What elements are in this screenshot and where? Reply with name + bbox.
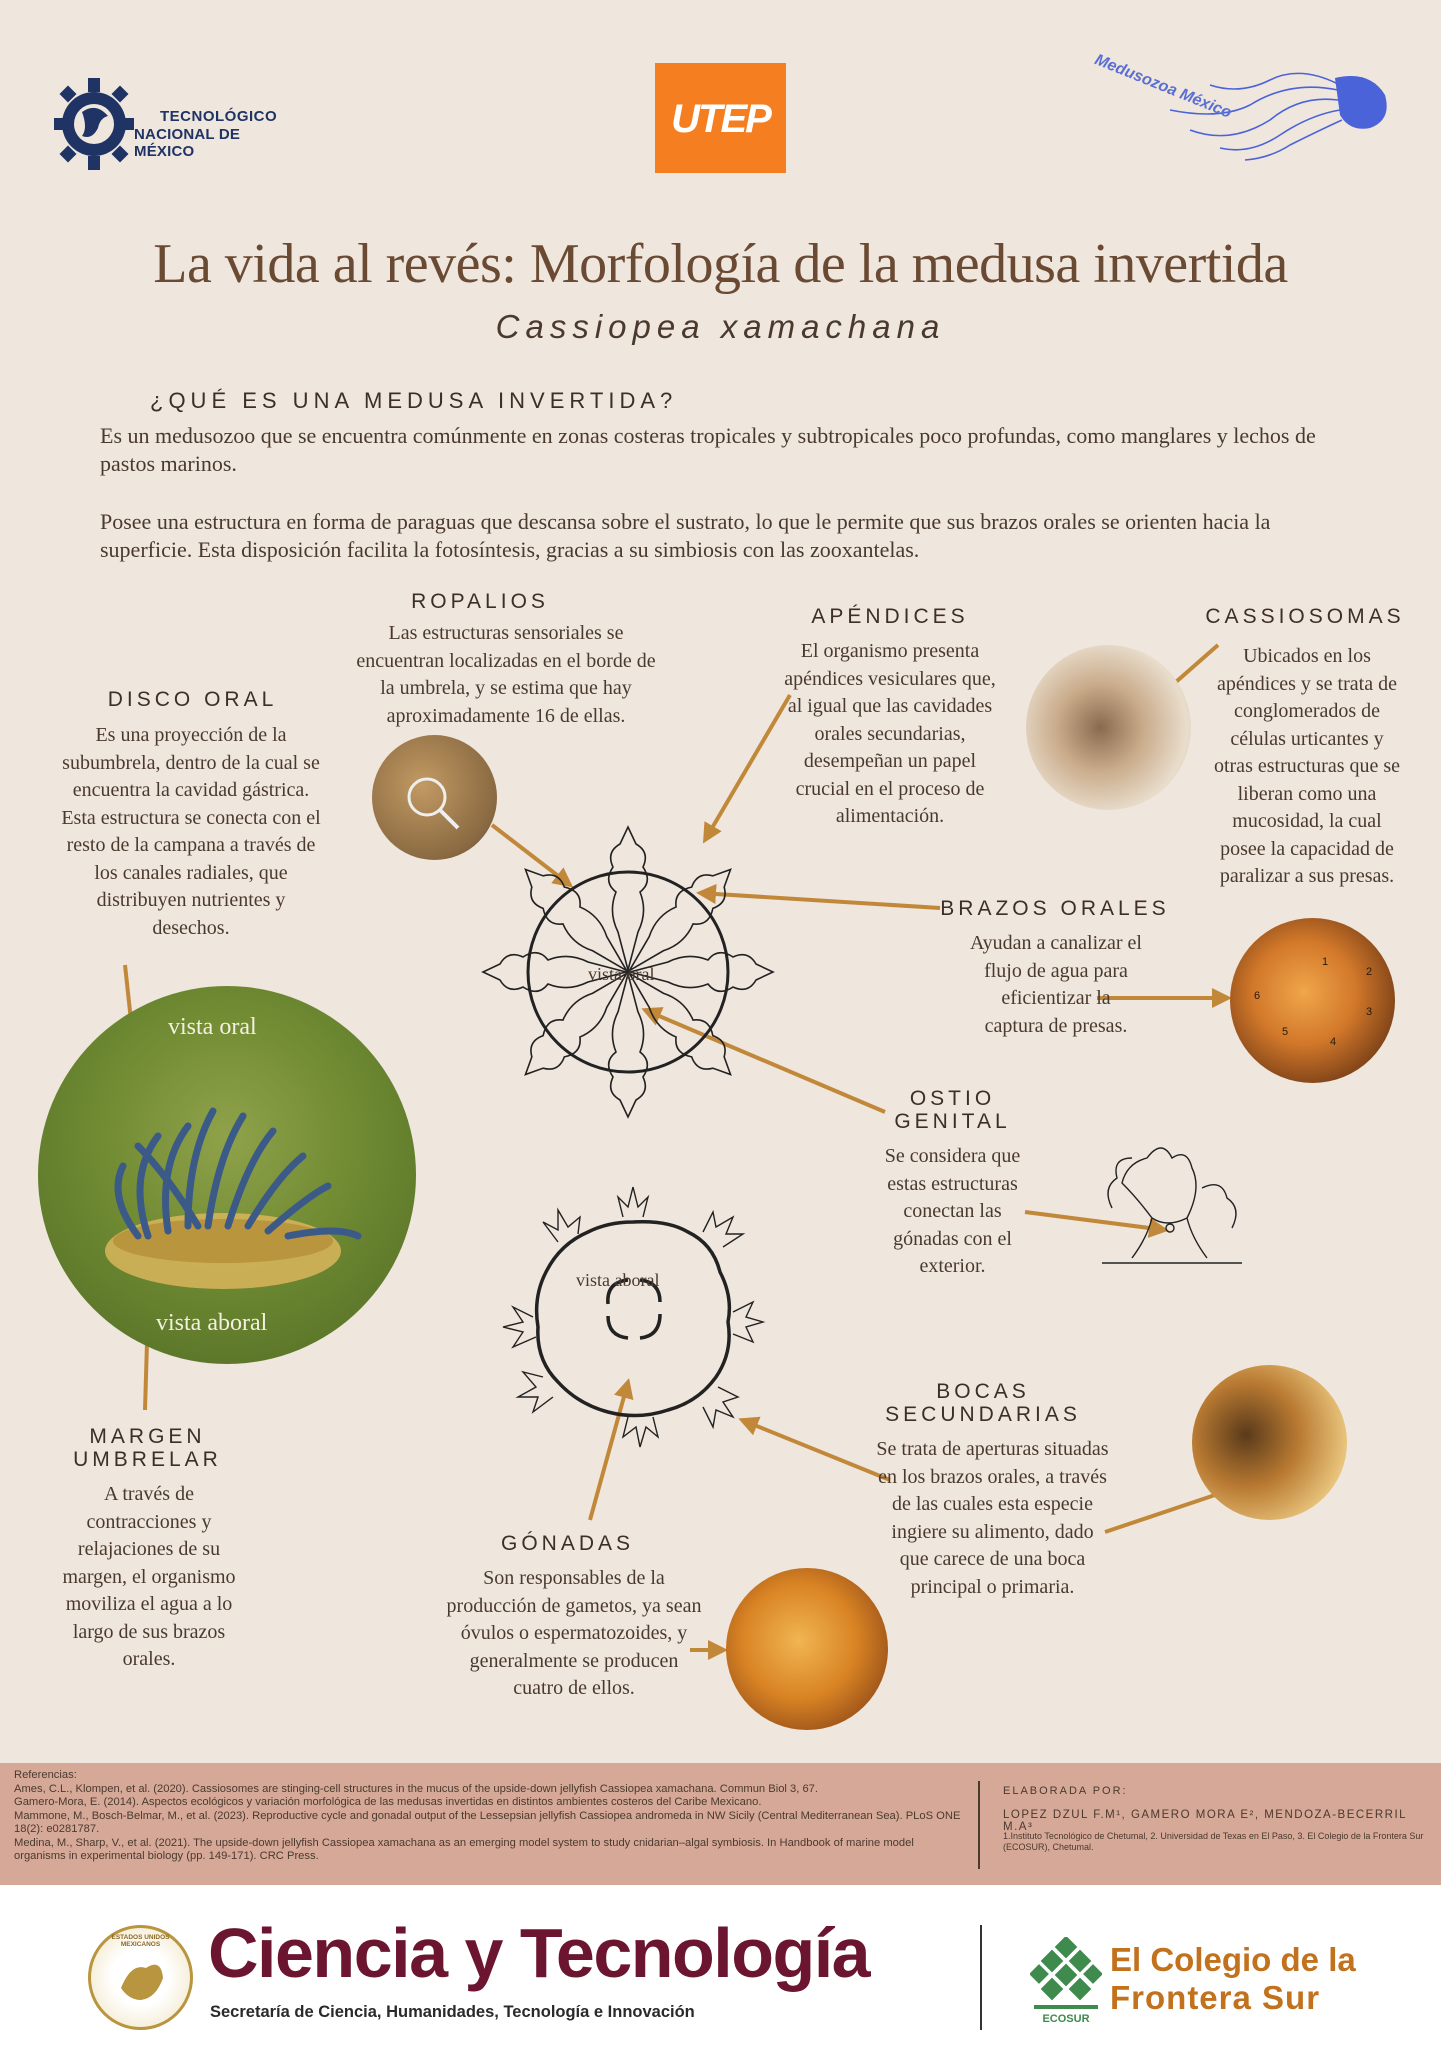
heading-margen-umbrelar-line1: MARGEN [89, 1425, 206, 1448]
gear-eagle-icon [52, 72, 134, 176]
ecosur-name-line1: El Colegio de la [1110, 1941, 1356, 1978]
reference-1: Ames, C.L., Klompen, et al. (2020). Cassiosomes are stinging-cell structures in the mucus of the upside-down jellyfish Cassiopea xamachana. Commun Biol 3, 67. [14, 1782, 819, 1795]
intro-paragraph-2: Posee una estructura en forma de paraguas que descansa sobre el sustrato, lo que le permite que sus brazos orales se orienten hacia la superficie. Esta disposición facilita la fotosíntesis, gracias a su simbiosis con las zooxantelas. [100, 509, 1271, 562]
jellyfish-illustration [38, 986, 416, 1364]
heading-ostio-genital-line1: OSTIO [909, 1087, 996, 1110]
text-ropalios: Las estructuras sensoriales se encuentran localizadas en el borde de la umbrela, y se estima que hay aproximadamente 16 de ellas. [356, 622, 656, 727]
aboral-view-drawing [488, 1172, 778, 1462]
heading-margen-umbrelar-line2: UMBRELAR [73, 1448, 222, 1471]
oral-arm-mark-3: 3 [1366, 1006, 1373, 1018]
label-vista-oral: vista oral [168, 1014, 257, 1040]
reference-4: Medina, M., Sharp, V., et al. (2021). The upside-down jellyfish Cassiopea xamachana as an emerging model system to study cnidarian–algal symbiosis. In Handbook of marine model organisms in experimental biology (pp. 149-171). CRC Press. [14, 1836, 914, 1862]
oral-arm-mark-6: 6 [1254, 990, 1261, 1002]
bocas-secundarias-photo [1192, 1365, 1347, 1520]
utep-logo [655, 63, 786, 173]
heading-apendices: APÉNDICES [811, 605, 969, 628]
references-band [0, 1763, 1441, 1885]
heading-ropalios: ROPALIOS [411, 590, 549, 613]
text-margen-umbrelar: A través de contracciones y relajaciones de su margen, el organismo moviliza el agua a lo largo de sus brazos orales. [62, 1483, 236, 1670]
jellyfish-main-photo [38, 986, 416, 1364]
credits-heading: ELABORADA POR: [1003, 1785, 1128, 1797]
medusozoa-logo [1070, 50, 1400, 170]
footer [0, 1885, 1441, 2048]
ecosur-name-line2: Frontera Sur [1110, 1979, 1321, 2016]
gonadas-photo [726, 1568, 888, 1730]
references-block [14, 1769, 964, 1864]
cassiosoma-photo [1026, 645, 1191, 810]
text-disco-oral: Es una proyección de la subumbrela, dentro de la cual se encuentra la cavidad gástrica. Esta estructura se conecta con el resto de la campana a través de los canales radiales, que distribuyen nutrientes y desechos. [61, 724, 321, 939]
utep-logo-text: UTEP [671, 97, 770, 141]
heading-gonadas: GÓNADAS [500, 1532, 635, 1555]
oral-arm-mark-4: 4 [1330, 1036, 1337, 1048]
heading-cassiosomas: CASSIOSOMAS [1205, 605, 1405, 628]
medusozoa-logo-text: Medusozoa México [1092, 51, 1234, 122]
oral-arm-mark-2: 2 [1366, 966, 1373, 978]
oral-arm-mark-5: 5 [1282, 1026, 1289, 1038]
page-title: La vida al revés: Morfología de la medusa invertida [153, 233, 1288, 295]
tecnm-name-line1: TECNOLÓGICO [160, 108, 278, 125]
ciencia-tecnologia-title: Ciencia y Tecnología [208, 1914, 870, 1992]
ciencia-tecnologia-subtitle: Secretaría de Ciencia, Humanidades, Tecnología e Innovación [210, 2003, 695, 2021]
mexico-seal [88, 1925, 193, 2030]
credits-divider [978, 1781, 980, 1869]
tecnm-logo [52, 72, 292, 182]
ecosur-abbr: ECOSUR [1042, 2013, 1090, 2025]
text-cassiosomas: Ubicados en los apéndices y se trata de conglomerados de células urticantes y otras estructuras que se liberan como una mucosidad, la cual posee la capacidad de paralizar a sus presas. [1213, 645, 1401, 887]
diagram-label-vista-aboral: vista aboral [576, 1270, 660, 1290]
heading-disco-oral: DISCO ORAL [107, 688, 278, 711]
intro-heading: ¿QUÉ ES UNA MEDUSA INVERTIDA? [150, 388, 678, 413]
seal-text: ESTADOS UNIDOS MEXICANOS [111, 1934, 170, 1948]
text-gonadas: Son responsables de la producción de gametos, ya sean óvulos o espermatozoides, y generalmente se producen cuatro de ellos. [446, 1567, 702, 1699]
text-brazos-orales: Ayudan a canalizar el flujo de agua para eficientizar la captura de presas. [970, 932, 1142, 1037]
credits-affiliations: 1.Instituto Tecnológico de Chetumal, 2. Universidad de Texas en El Paso, 3. El Colegio de la Frontera Sur (ECOSUR), Chetumal. [1003, 1831, 1424, 1852]
references-heading: Referencias: [14, 1769, 77, 1781]
oral-arm-mark-1: 1 [1322, 956, 1329, 968]
intro-paragraph-1: Es un medusozoo que se encuentra comúnmente en zonas costeras tropicales y subtropicales poco profundas, como manglares y lechos de pastos marinos. [100, 423, 1316, 476]
diagram-label-vista-oral: vista oral [588, 964, 655, 984]
heading-bocas-secundarias-line1: BOCAS [936, 1380, 1030, 1403]
tecnm-name-line2: NACIONAL DE MÉXICO [134, 126, 241, 160]
heading-ostio-genital-line2: GENITAL [894, 1110, 1011, 1133]
heading-brazos-orales: BRAZOS ORALES [940, 897, 1170, 920]
text-apendices: El organismo presenta apéndices vesiculares que, al igual que las cavidades orales secundarias, desempeñan un papel crucial en el proceso de alimentación. [784, 640, 996, 827]
ostio-genital-drawing [1092, 1128, 1252, 1268]
text-ostio-genital: Se considera que estas estructuras conectan las gónadas con el exterior. [884, 1145, 1021, 1277]
heading-bocas-secundarias-line2: SECUNDARIAS [885, 1403, 1081, 1426]
reference-3: Mammone, M., Bosch-Belmar, M., et al. (2023). Reproductive cycle and gonadal output of the Lessepsian jellyfish Cassiopea andromeda in NW Sicily (Central Mediterranean Sea). PLoS ONE 18(2): e0281787. [14, 1809, 961, 1835]
credits-authors: LOPEZ DZUL F.M¹, GAMERO MORA E², MENDOZA-BECERRIL M.A³ [1003, 1809, 1407, 1833]
page-subtitle: Cassiopea xamachana [495, 308, 946, 345]
brazos-orales-photo [1230, 918, 1395, 1083]
text-bocas-secundarias: Se trata de aperturas situadas en los brazos orales, a través de las cuales esta especie ingiere su alimento, dado que carece de una boca principal o primaria. [876, 1438, 1109, 1598]
arrow-bocas-photo [1105, 1495, 1215, 1532]
label-vista-aboral: vista aboral [156, 1310, 268, 1336]
reference-2: Gamero-Mora, E. (2014). Aspectos ecológicos y variación morfológica de las medusas invertidas en distintos ambientes costeros del Caribe Mexicano. [14, 1796, 762, 1808]
footer-divider [980, 1925, 982, 2030]
